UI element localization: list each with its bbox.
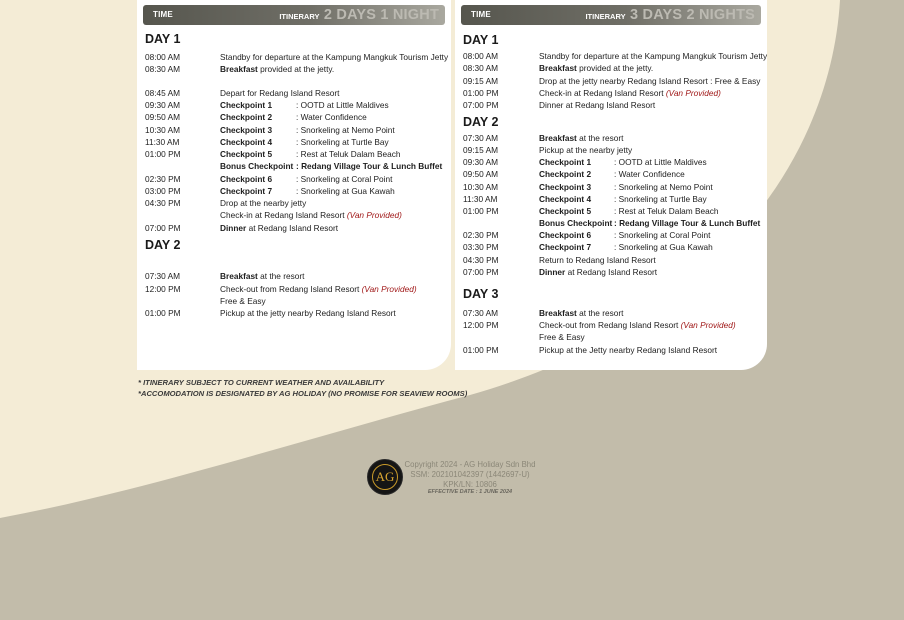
effective-date: EFFECTIVE DATE : 1 JUNE 2024 (427, 489, 513, 495)
row-description (539, 332, 585, 342)
itinerary-label: ITINERARY (279, 12, 320, 21)
row-description (220, 137, 389, 147)
row-text: Pickup at the jetty nearby Redang Island Resort (220, 308, 396, 318)
row-highlight: Checkpoint 5 (220, 149, 273, 159)
row-time: 09:50 AM (463, 169, 499, 179)
row-time: 01:00 PM (145, 308, 181, 318)
row-text: provided at the jetty. (576, 63, 654, 73)
row-description (539, 76, 760, 86)
row-text: at Redang Island Resort (246, 223, 339, 233)
row-highlight: Checkpoint 5 (539, 206, 592, 216)
row-time: 08:45 AM (145, 88, 181, 98)
row-text: : OOTD at Little Maldives (296, 100, 389, 110)
row-text: Depart for Redang Island Resort (220, 88, 340, 98)
row-text: : Redang Village Tour & Lunch Buffet (296, 161, 443, 171)
weather-note: * ITINERARY SUBJECT TO CURRENT WEATHER AND AVAILABILITY (138, 378, 385, 387)
row-time: 04:30 PM (145, 198, 181, 208)
row-time: 10:30 AM (145, 125, 181, 135)
van-provided-note: (Van Provided) (665, 88, 721, 98)
row-highlight: Checkpoint 1 (220, 100, 273, 110)
row-description (220, 125, 395, 135)
row-text: : Rest at Teluk Dalam Beach (614, 206, 719, 216)
row-highlight: Checkpoint 2 (539, 169, 592, 179)
row-description (539, 88, 721, 98)
row-description (220, 174, 393, 184)
row-time: 04:30 PM (463, 255, 499, 265)
row-time: 09:50 AM (145, 112, 181, 122)
row-description (220, 296, 266, 306)
row-description (220, 161, 443, 171)
row-description (220, 149, 401, 159)
row-text: Check-out from Redang Island Resort (220, 284, 362, 294)
row-description (220, 52, 448, 62)
row-text: Pickup at the Jetty nearby Redang Island Resort (539, 345, 718, 355)
row-text: Free & Easy (220, 296, 266, 306)
row-time: 07:00 PM (463, 100, 499, 110)
row-time: 08:30 AM (145, 64, 181, 74)
row-description (539, 63, 653, 73)
row-description (220, 88, 339, 98)
van-provided-note: (Van Provided) (361, 284, 417, 294)
row-time: 10:30 AM (463, 182, 499, 192)
row-highlight: Bonus Checkpoint (220, 161, 294, 171)
row-time: 09:30 AM (145, 100, 181, 110)
row-highlight: Breakfast (539, 63, 577, 73)
row-description (539, 157, 707, 167)
row-text: Drop at the jetty nearby Redang Island Resort : Free & Easy (539, 76, 761, 86)
row-text: Drop at the nearby jetty (220, 198, 307, 208)
row-text: : Snorkeling at Nemo Point (614, 182, 713, 192)
row-highlight: Breakfast (220, 271, 258, 281)
row-description (539, 133, 623, 143)
row-description (220, 112, 367, 122)
row-description (539, 182, 713, 192)
row-description (539, 345, 717, 355)
day-heading: DAY 1 (145, 32, 181, 46)
row-highlight: Bonus Checkpoint (539, 218, 613, 228)
row-text: : Snorkeling at Gua Kawah (614, 242, 713, 252)
row-time: 01:00 PM (463, 345, 499, 355)
row-text: at the resort (257, 271, 305, 281)
row-time: 07:30 AM (463, 308, 499, 318)
row-description (220, 223, 338, 233)
row-time: 09:30 AM (463, 157, 499, 167)
row-highlight: Breakfast (539, 308, 577, 318)
row-text: : Snorkeling at Nemo Point (296, 125, 395, 135)
ag-holiday-logo (367, 459, 403, 495)
package-title: 2 DAYS 1 NIGHT (323, 7, 439, 23)
row-text: : Snorkeling at Turtle Bay (614, 194, 707, 204)
row-highlight: Checkpoint 2 (220, 112, 273, 122)
row-description (539, 230, 711, 240)
row-time: 09:15 AM (463, 76, 499, 86)
row-text: : Water Confidence (614, 169, 685, 179)
row-highlight: Checkpoint 1 (539, 157, 592, 167)
card-header (461, 5, 761, 25)
row-description (539, 267, 657, 277)
row-text: Dinner at Redang Island Resort (539, 100, 656, 110)
day-heading: DAY 2 (463, 115, 499, 129)
row-time: 11:30 AM (145, 137, 180, 147)
row-time: 07:00 PM (463, 267, 499, 277)
time-column-label: TIME (471, 10, 491, 19)
ssm-number: SSM: 202101042397 (1442697-U) (410, 470, 530, 479)
row-description (539, 145, 632, 155)
row-text: : Snorkeling at Coral Point (296, 174, 393, 184)
row-text: : Snorkeling at Gua Kawah (296, 186, 395, 196)
itinerary-label: ITINERARY (585, 12, 626, 21)
row-highlight: Checkpoint 3 (539, 182, 592, 192)
row-text: : Snorkeling at Turtle Bay (296, 137, 389, 147)
row-highlight: Checkpoint 3 (220, 125, 273, 135)
row-text: : Redang Village Tour & Lunch Buffet (614, 218, 761, 228)
row-highlight: Breakfast (539, 133, 577, 143)
row-description (539, 242, 713, 252)
logo-text: AG (375, 469, 395, 484)
row-highlight: Checkpoint 4 (220, 137, 273, 147)
row-description (539, 169, 685, 179)
row-text: : Water Confidence (296, 112, 367, 122)
package-title: 3 DAYS 2 NIGHTS (630, 7, 755, 23)
row-time: 02:30 PM (145, 174, 181, 184)
row-time: 09:15 AM (463, 145, 499, 155)
row-text: provided at the jetty. (257, 64, 335, 74)
row-text: Check-out from Redang Island Resort (539, 320, 681, 330)
row-highlight: Dinner (220, 223, 247, 233)
row-time: 02:30 PM (463, 230, 499, 240)
row-text: Check-in at Redang Island Resort (539, 88, 666, 98)
day-heading: DAY 1 (463, 33, 499, 47)
row-text: at the resort (576, 308, 624, 318)
kpk-license: KPK/LN: 10806 (443, 480, 497, 489)
row-description (220, 210, 402, 220)
row-highlight: Checkpoint 6 (220, 174, 273, 184)
row-time: 08:00 AM (463, 51, 499, 61)
row-text: : Snorkeling at Coral Point (614, 230, 711, 240)
row-description (539, 206, 719, 216)
time-column-label: TIME (153, 10, 173, 19)
row-text: Free & Easy (539, 332, 585, 342)
itinerary-card-3d2n (455, 0, 767, 370)
row-time: 12:00 PM (463, 320, 499, 330)
row-highlight: Dinner (539, 267, 566, 277)
row-description (539, 194, 707, 204)
row-time: 11:30 AM (463, 194, 498, 204)
row-description (220, 198, 306, 208)
row-highlight: Checkpoint 7 (539, 242, 592, 252)
row-highlight: Checkpoint 6 (539, 230, 592, 240)
row-description (539, 308, 623, 318)
row-description (539, 51, 767, 61)
row-description (220, 284, 417, 294)
row-description (539, 218, 761, 228)
day-heading: DAY 2 (145, 238, 181, 252)
row-highlight: Checkpoint 7 (220, 186, 273, 196)
row-text: at the resort (576, 133, 624, 143)
van-provided-note: (Van Provided) (680, 320, 736, 330)
row-description (220, 308, 396, 318)
row-description (220, 186, 395, 196)
row-highlight: Breakfast (220, 64, 258, 74)
row-description (539, 100, 655, 110)
row-description (220, 64, 334, 74)
day-heading: DAY 3 (463, 287, 499, 301)
accommodation-note: *ACCOMODATION IS DESIGNATED BY AG HOLIDAY (NO PROMISE FOR SEAVIEW ROOMS) (138, 389, 468, 398)
itinerary-card-2d1n (137, 0, 451, 370)
row-time: 01:00 PM (463, 88, 499, 98)
row-time: 01:00 PM (145, 149, 181, 159)
copyright-text: Copyright 2024 - AG Holiday Sdn Bhd (404, 460, 536, 469)
row-time: 08:00 AM (145, 52, 181, 62)
row-description (220, 100, 389, 110)
row-text: at Redang Island Resort (565, 267, 658, 277)
row-text: Return to Redang Island Resort (539, 255, 656, 265)
row-highlight: Checkpoint 4 (539, 194, 592, 204)
van-provided-note: (Van Provided) (346, 210, 402, 220)
row-time: 12:00 PM (145, 284, 181, 294)
row-time: 07:30 AM (145, 271, 181, 281)
row-text: Pickup at the nearby jetty (539, 145, 633, 155)
row-text: Standby for departure at the Kampung Mangkuk Tourism Jetty (539, 51, 768, 61)
row-description (539, 255, 656, 265)
card-header (143, 5, 445, 25)
row-description (220, 271, 304, 281)
row-time: 01:00 PM (463, 206, 499, 216)
row-time: 03:30 PM (463, 242, 499, 252)
row-text: : Rest at Teluk Dalam Beach (296, 149, 401, 159)
row-text: Standby for departure at the Kampung Mangkuk Tourism Jetty (220, 52, 449, 62)
row-text: : OOTD at Little Maldives (614, 157, 707, 167)
row-description (539, 320, 736, 330)
row-time: 07:00 PM (145, 223, 181, 233)
row-time: 03:00 PM (145, 186, 181, 196)
row-text: Check-in at Redang Island Resort (220, 210, 347, 220)
row-time: 08:30 AM (463, 63, 499, 73)
row-time: 07:30 AM (463, 133, 499, 143)
